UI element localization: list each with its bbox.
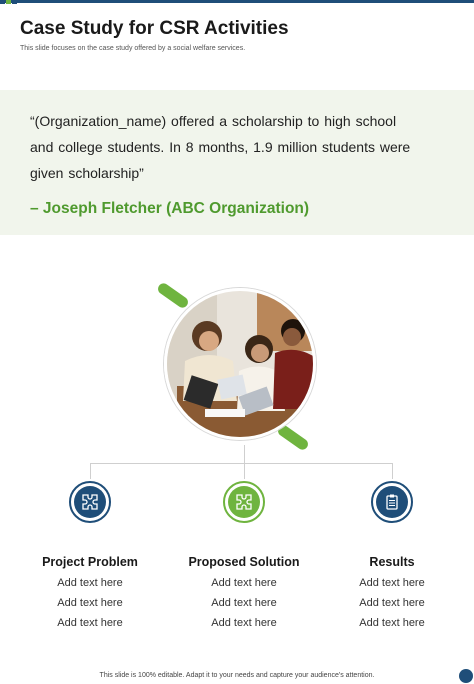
column-results <box>317 555 467 629</box>
quote-author: – Joseph Fletcher (ABC Organization) <box>30 200 310 217</box>
column-title: Proposed Solution <box>188 555 300 569</box>
green-accent-bar-top <box>156 281 190 310</box>
top-accent-dots <box>0 0 22 4</box>
column-item: Add text here <box>211 577 277 589</box>
quote-text: “(Organization_name) offered a scholarship to high school and college students. In 8 months, 1.9 million students were given scholarship” <box>30 113 411 181</box>
column-title: Results <box>369 555 415 569</box>
puzzle-solution-icon <box>223 481 265 523</box>
column-item: Add text here <box>359 617 425 629</box>
page-title: Case Study for CSR Activities <box>20 18 289 39</box>
column-item: Add text here <box>57 577 123 589</box>
column-proposed-solution <box>169 555 319 629</box>
column-project-problem <box>15 555 165 629</box>
top-rule <box>0 0 474 3</box>
connector-center <box>244 445 245 463</box>
team-photo <box>164 288 316 440</box>
column-item: Add text here <box>359 577 425 589</box>
page-subtitle: This slide focuses on the case study offered by a social welfare services. <box>20 45 246 52</box>
clipboard-icon <box>371 481 413 523</box>
connector-horizontal <box>90 463 392 464</box>
footer-note: This slide is 100% editable. Adapt it to your needs and capture your audience's attention. <box>99 672 375 679</box>
connector-middle <box>244 463 245 479</box>
column-item: Add text here <box>359 597 425 609</box>
connector-right <box>392 463 393 479</box>
column-item: Add text here <box>211 597 277 609</box>
column-item: Add text here <box>57 597 123 609</box>
column-item: Add text here <box>211 617 277 629</box>
footer-corner-dot <box>459 669 473 683</box>
column-item: Add text here <box>57 617 123 629</box>
puzzle-icon <box>69 481 111 523</box>
column-title: Project Problem <box>42 555 138 569</box>
connector-left <box>90 463 91 479</box>
